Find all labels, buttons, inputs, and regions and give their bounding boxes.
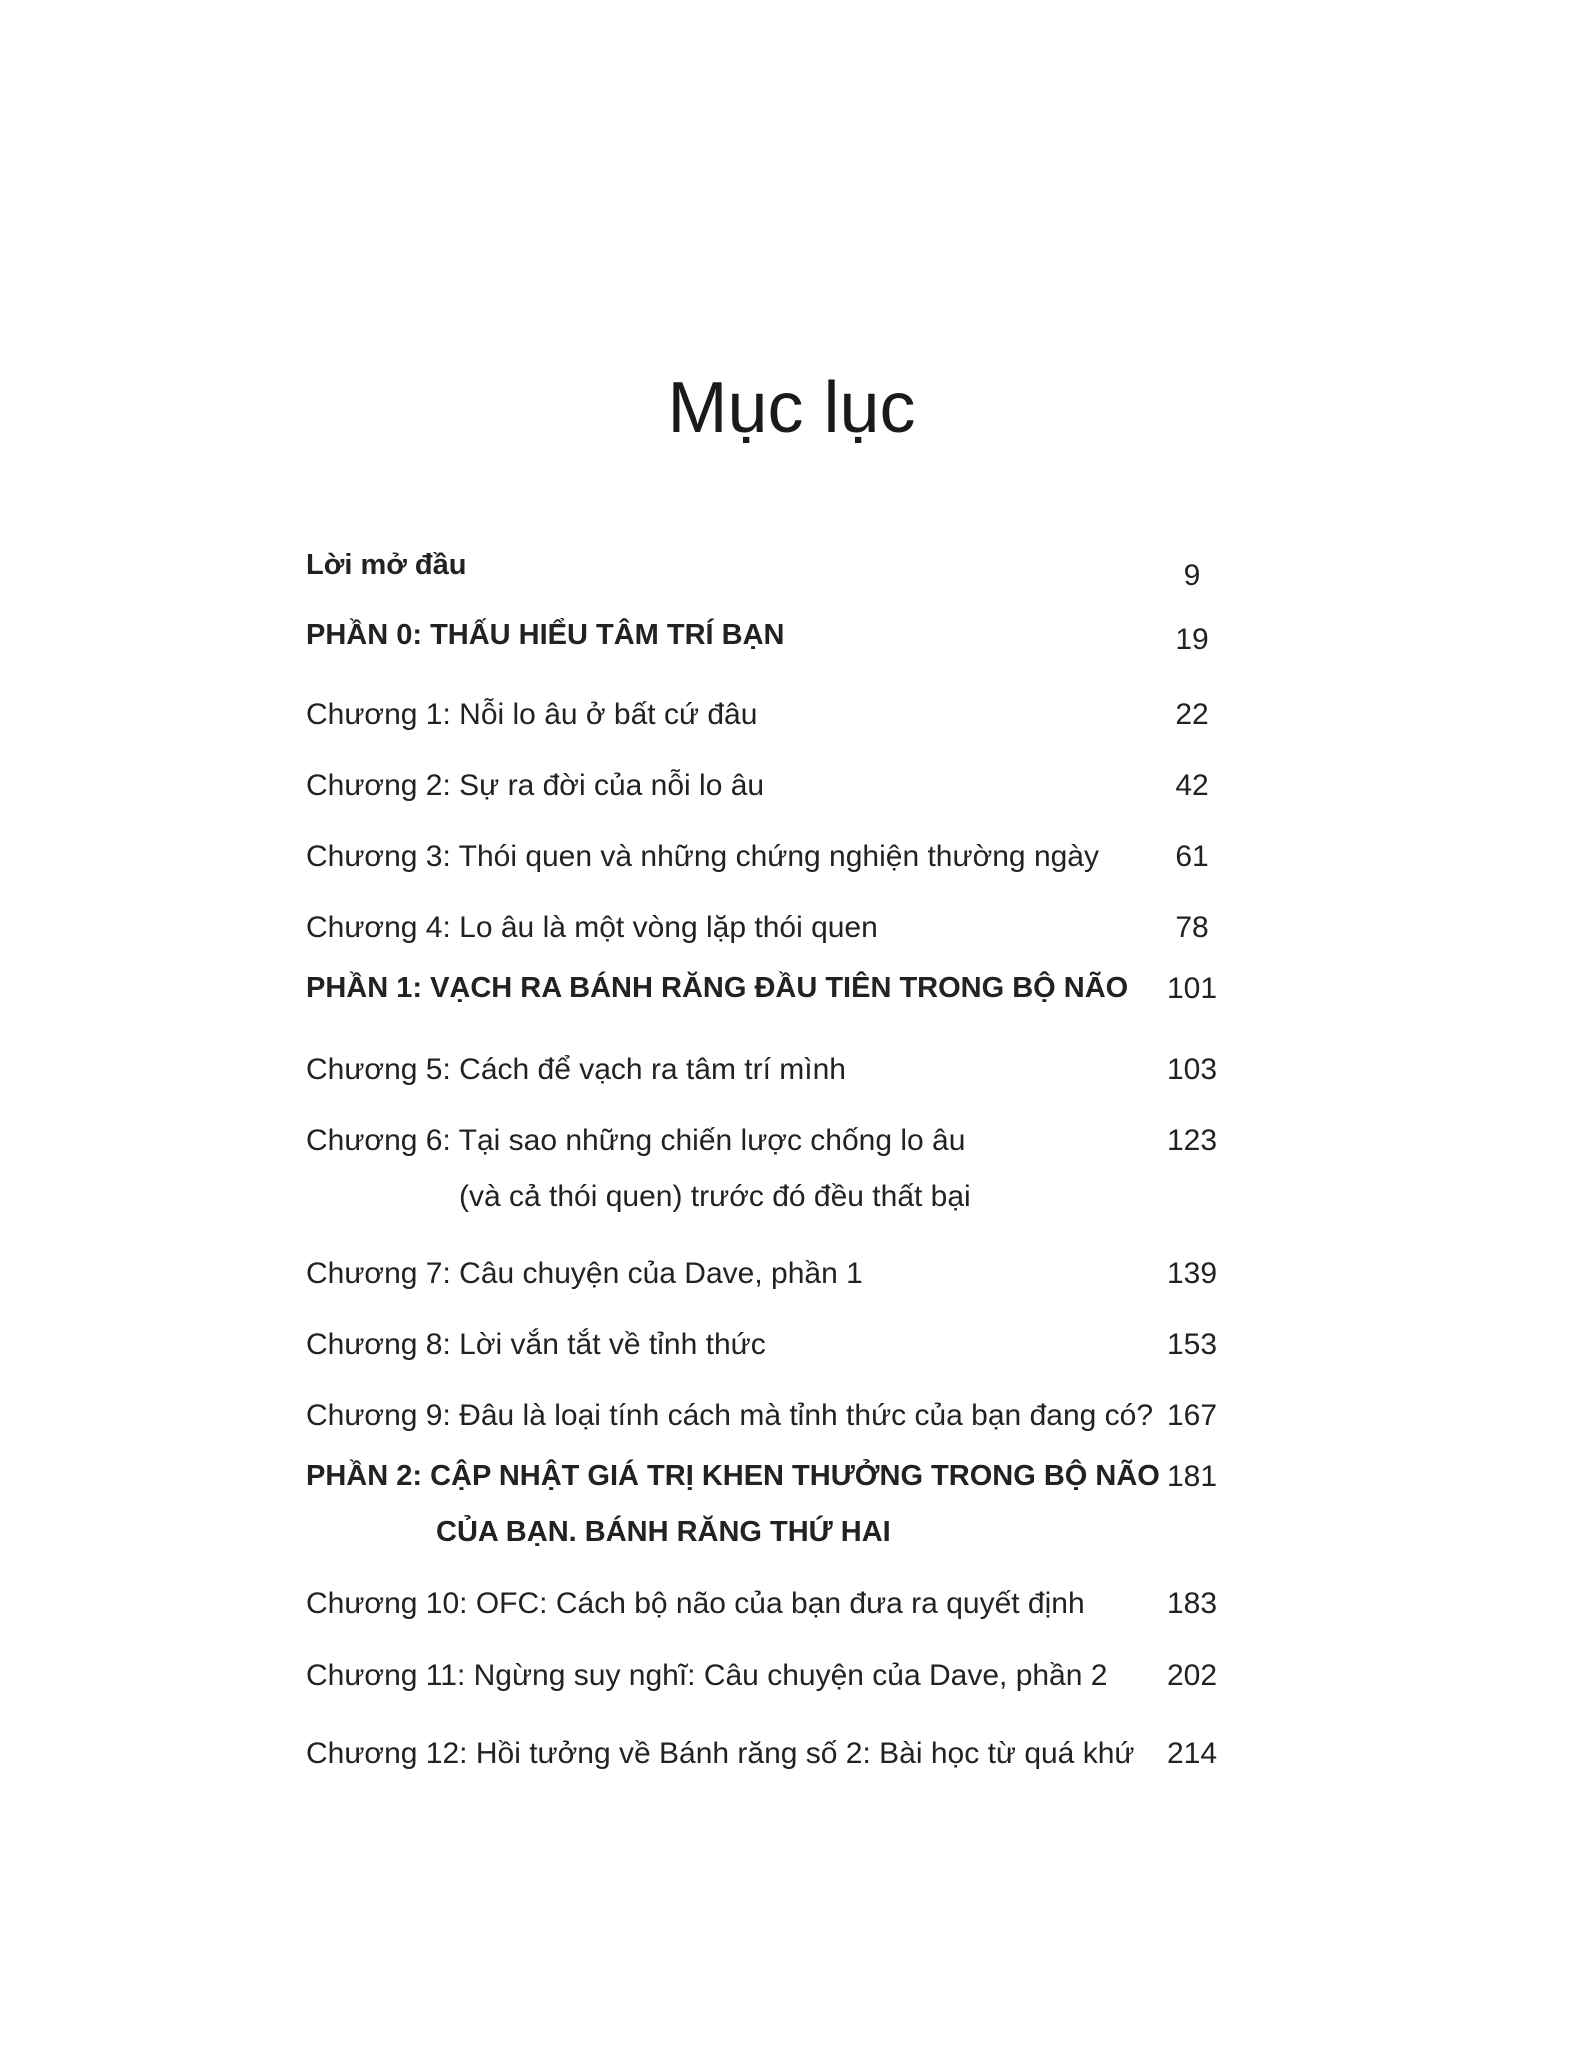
toc-entry-page: 19 [1175,623,1209,656]
toc-entry-page: 183 [1166,1587,1218,1620]
toc-entry-label: Chương 4: Lo âu là một vòng lặp thói quen [306,911,878,944]
toc-entry-label: Chương 7: Câu chuyện của Dave, phần 1 [306,1257,863,1290]
toc-entry-label: Chương 11: Ngừng suy nghĩ: Câu chuyện của Dave, phần 2 [306,1659,1108,1692]
toc-entry-label: Chương 5: Cách để vạch ra tâm trí mình [306,1053,846,1086]
toc-entry-label: Chương 3: Thói quen và những chứng nghiện thường ngày [306,840,1099,873]
toc-entry-page: 78 [1175,911,1209,944]
toc-entry-label: Chương 9: Đâu là loại tính cách mà tỉnh thức của bạn đang có? [306,1399,1154,1432]
toc-entry-page: 9 [1183,559,1201,592]
toc-entry-page: 61 [1175,840,1209,873]
toc-entry-page: 139 [1166,1257,1218,1290]
toc-entry-label: Chương 8: Lời vắn tắt về tỉnh thức [306,1328,766,1361]
toc-entry-page: 101 [1166,972,1218,1005]
toc-entry-page: 123 [1166,1124,1218,1157]
toc-entry-page: 181 [1166,1460,1218,1493]
toc-entry-page: 153 [1166,1328,1218,1361]
toc-entry-page: 214 [1166,1737,1218,1770]
toc-entry-continuation: (và cả thói quen) trước đó đều thất bại [459,1180,971,1213]
page-title: Mục lục [667,368,916,448]
toc-entry-page: 42 [1175,769,1209,802]
toc-entry-label: Chương 1: Nỗi lo âu ở bất cứ đâu [306,698,758,731]
toc-entry-label: PHẦN 1: VẠCH RA BÁNH RĂNG ĐẦU TIÊN TRONG BỘ NÃO [306,972,1129,1004]
toc-entry-label: PHẦN 0: THẤU HIỂU TÂM TRÍ BẠN [306,619,785,651]
toc-entry-label: PHẦN 2: CẬP NHẬT GIÁ TRỊ KHEN THƯỞNG TRONG BỘ NÃO [306,1460,1160,1492]
toc-entry-continuation: CỦA BẠN. BÁNH RĂNG THỨ HAI [436,1516,891,1548]
toc-entry-page: 202 [1166,1659,1218,1692]
toc-entry-label: Lời mở đầu [306,549,467,581]
toc-entry-page: 167 [1166,1399,1218,1432]
toc-entry-page: 22 [1175,698,1209,731]
toc-entry-label: Chương 6: Tại sao những chiến lược chống lo âu [306,1124,966,1157]
toc-entry-label: Chương 10: OFC: Cách bộ não của bạn đưa ra quyết định [306,1587,1085,1620]
toc-entry-label: Chương 12: Hồi tưởng về Bánh răng số 2: Bài học từ quá khứ [306,1737,1135,1770]
toc-entry-label: Chương 2: Sự ra đời của nỗi lo âu [306,769,765,802]
toc-entry-page: 103 [1166,1053,1218,1086]
